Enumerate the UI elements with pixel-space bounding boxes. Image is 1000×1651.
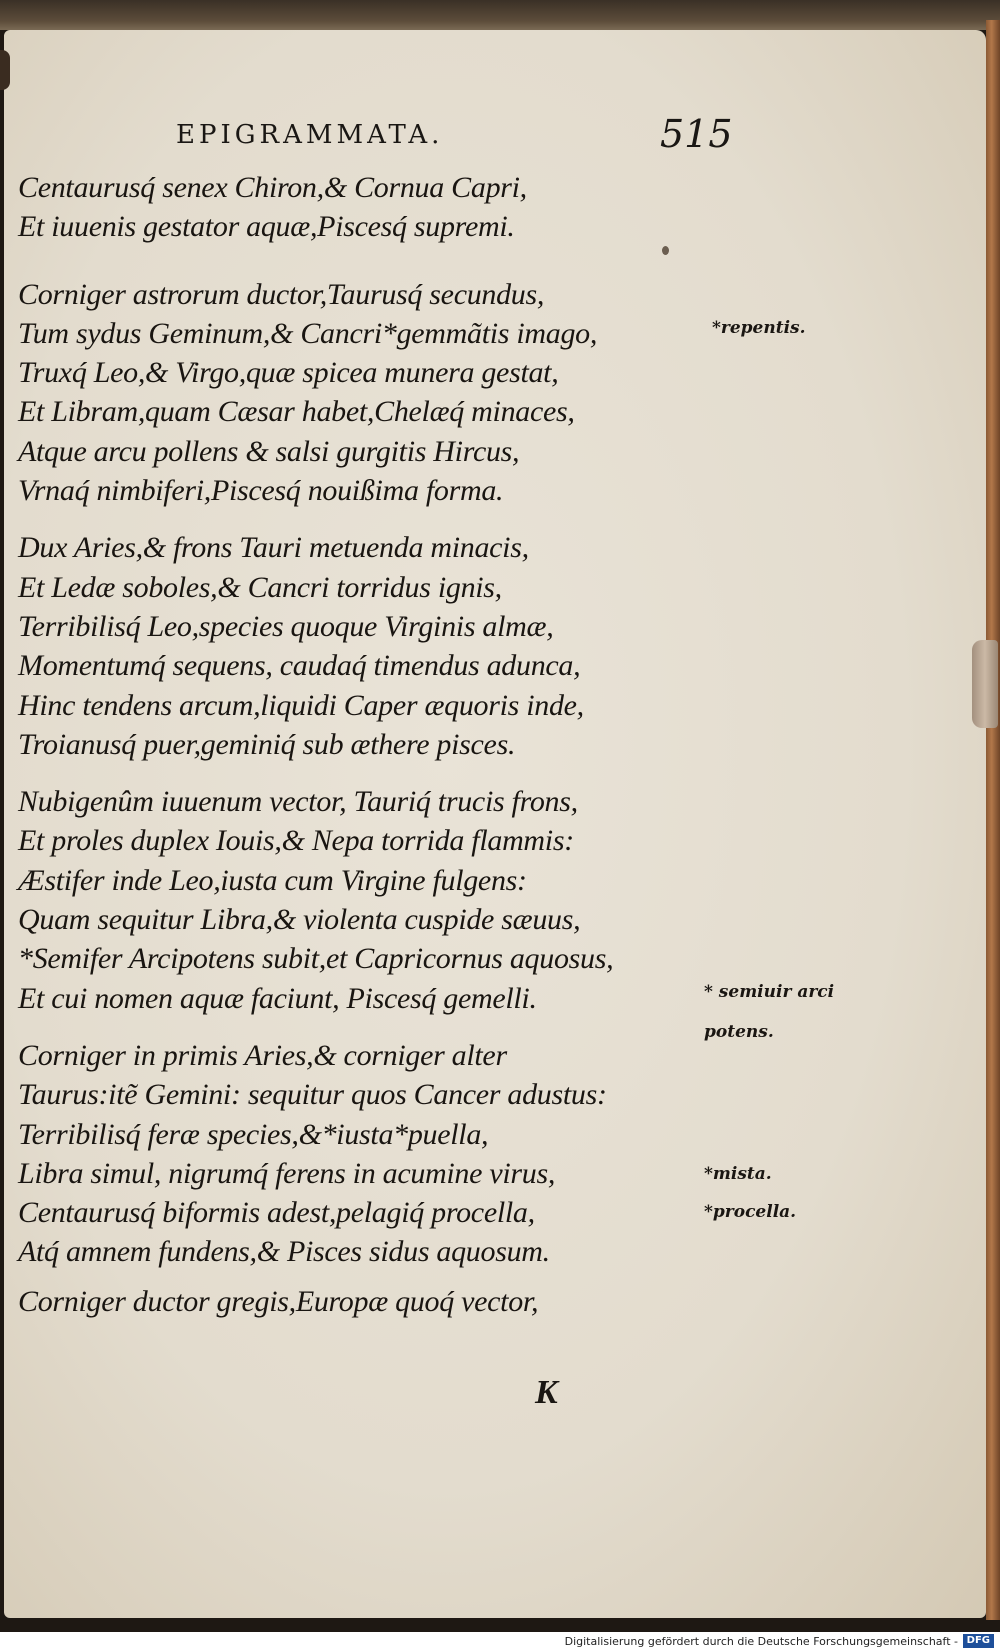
page-number: 515 — [660, 112, 733, 156]
verse-line: Vrnaq́ nimbiferi,Piscesq́ nouißima forma. — [18, 474, 504, 508]
marginal-gloss: potens. — [704, 1022, 774, 1042]
verse-line: Quam sequitur Libra,& violenta cuspide sæuus, — [18, 903, 581, 937]
verse-line: Atq́ amnem fundens,& Pisces sidus aquosum. — [18, 1235, 550, 1269]
verse-line: Troianusq́ puer,geminiq́ sub æthere pisces. — [18, 727, 516, 761]
dfg-logo: DFG — [963, 1634, 994, 1648]
marginal-gloss: * semiuir arci — [704, 982, 835, 1002]
stanza — [18, 1036, 708, 1272]
verse-line: Et Libram,quam Cæsar habet,Chelæq́ minaces, — [18, 395, 575, 429]
verse-line: *Semifer Arcipotens subit,et Capricornus aquosus, — [18, 942, 614, 976]
page-clip — [972, 640, 998, 728]
marginal-gloss: *procella. — [704, 1202, 797, 1222]
verse-block — [18, 168, 708, 1339]
verse-line: Atque arcu pollens & salsi gurgitis Hircus, — [18, 434, 520, 468]
verse-line: Corniger in primis Aries,& corniger alter — [18, 1038, 507, 1072]
verse-line: Truxq́ Leo,& Virgo,quæ spicea munera gestat, — [18, 356, 559, 390]
marginal-gloss: *repentis. — [712, 318, 806, 338]
stanza — [18, 275, 708, 511]
stanza — [18, 528, 708, 764]
book-fore-edge — [986, 20, 1000, 1620]
verse-line: Et iuuenis gestator aquæ,Piscesq́ supremi. — [18, 210, 515, 244]
verse-line: Libra simul, nigrumq́ ferens in acumine virus, — [18, 1156, 556, 1190]
verse-line: Nubigenûm iuuenum vector, Tauriq́ trucis frons, — [18, 785, 578, 819]
funding-notice: Digitalisierung gefördert durch die Deutsche Forschungsgemeinschaft - — [564, 1635, 958, 1648]
verse-line: Et proles duplex Iouis,& Nepa torrida flammis: — [18, 824, 574, 858]
verse-line: Dux Aries,& frons Tauri metuenda minacis, — [18, 531, 529, 565]
verse-line: Corniger astrorum ductor,Taurusq́ secundus, — [18, 277, 545, 311]
book-top-edge — [0, 0, 1000, 30]
spine-shadow — [0, 50, 10, 90]
stanza — [18, 168, 708, 247]
verse-line: Tum sydus Geminum,& Cancri*gemmãtis imago, — [18, 316, 598, 350]
verse-line: Æstifer inde Leo,iusta cum Virgine fulgens: — [18, 863, 527, 897]
verse-line: Et cui nomen aquæ faciunt, Piscesq́ gemelli. — [18, 981, 537, 1015]
verse-line: Centaurusq́ biformis adest,pelagiq́ procella, — [18, 1196, 535, 1230]
verse-line: Hinc tendens arcum,liquidi Caper æquoris inde, — [18, 688, 584, 722]
verse-line: Taurus:itẽ Gemini: sequitur quos Cancer adustus: — [18, 1078, 607, 1112]
verse-line: Centaurusq́ senex Chiron,& Cornua Capri, — [18, 171, 527, 204]
verse-line: Terribilisq́ feræ species,&*iusta*puella, — [18, 1117, 489, 1151]
verse-line: Momentumq́ sequens, caudaq́ timendus adunca, — [18, 649, 581, 683]
signature-mark: K — [535, 1374, 558, 1411]
verse-line: Corniger ductor gregis,Europæ quoq́ vector, — [18, 1284, 539, 1318]
stanza — [18, 782, 708, 1018]
stanza — [18, 1282, 708, 1321]
marginal-gloss: *mista. — [704, 1164, 772, 1184]
verse-line: Et Ledæ soboles,& Cancri torridus ignis, — [18, 570, 502, 604]
verse-line: Terribilisq́ Leo,species quoque Virginis almæ, — [18, 609, 554, 643]
running-header: EPIGRAMMATA. — [176, 120, 444, 150]
